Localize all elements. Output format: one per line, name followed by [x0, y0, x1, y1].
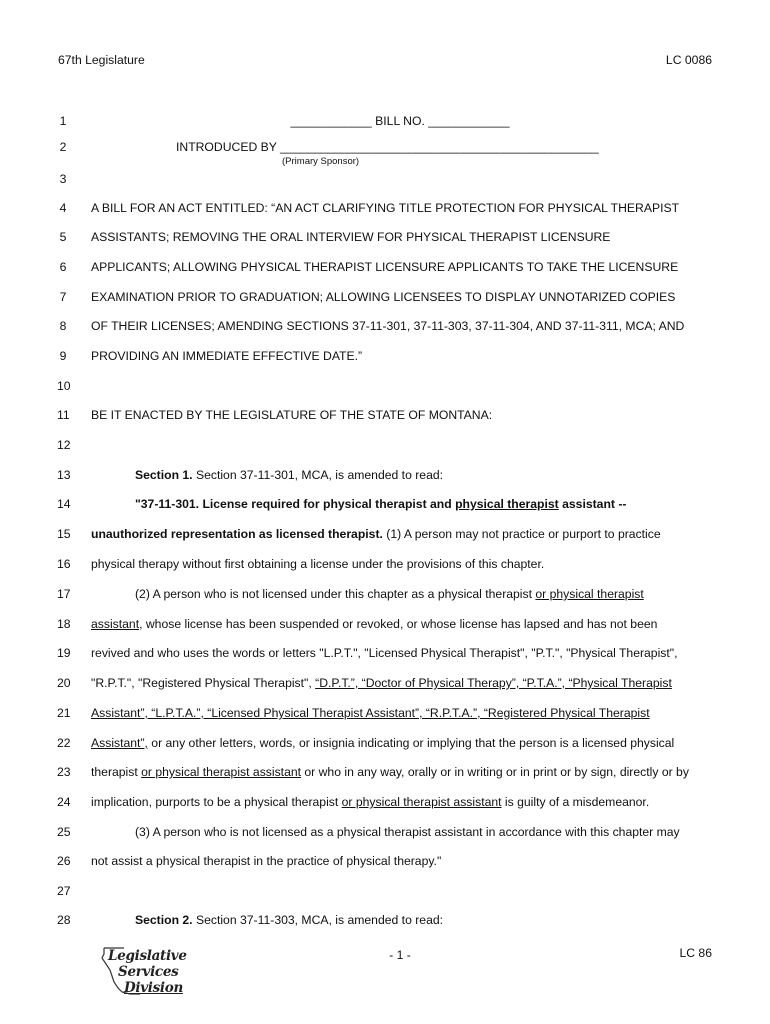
page-number: - 1 - [389, 948, 411, 962]
text-run: "R.P.T.", "Registered Physical Therapist", [91, 676, 316, 690]
line-number: 24 [57, 795, 71, 809]
line-number: 19 [57, 646, 71, 660]
section-heading [135, 468, 443, 482]
inserted-text: assistant [91, 617, 140, 631]
line-number: 4 [59, 201, 67, 215]
statute-line [91, 557, 544, 571]
text-run: , whose license has been suspended or revoked, or whose license has lapsed and has not been [139, 617, 658, 631]
title-line [91, 260, 678, 274]
statute-line [91, 676, 672, 690]
line-number: 3 [59, 172, 67, 186]
primary-sponsor-label [282, 156, 359, 167]
line-number: 17 [57, 587, 71, 601]
text-run: is guilty of a misdemeanor. [501, 795, 650, 809]
inserted-text: or physical therapist [535, 587, 644, 601]
introduced-by-line [176, 140, 599, 154]
statute-line [91, 617, 657, 631]
statute-line [91, 795, 649, 809]
line-number: 6 [59, 260, 67, 274]
line-number: 14 [57, 497, 71, 511]
text-run: physical therapy without first obtaining a license under the provisions of this chapter. [91, 557, 545, 571]
section-heading [135, 913, 443, 927]
line-number: 13 [57, 468, 71, 482]
line-number: 15 [57, 527, 71, 541]
line-number: 11 [57, 408, 70, 422]
line-number: 28 [57, 913, 71, 927]
line-number: 1 [59, 114, 67, 128]
text-run: OF THEIR LICENSES; AMENDING SECTIONS 37-11-301, 37-11-303, 37-11-304, AND 37-11-311, MCA; AND [91, 319, 685, 333]
statute-line [91, 765, 689, 779]
text-run: EXAMINATION PRIOR TO GRADUATION; ALLOWING LICENSEES TO DISPLAY UNNOTARIZED COPIES [91, 290, 676, 304]
text-run: or who in any way, orally or in writing or in print or by sign, directly or by [301, 765, 689, 779]
primary-sponsor-text: (Primary Sponsor) [282, 156, 360, 167]
line-number: 25 [57, 825, 71, 839]
text-run: BE IT ENACTED BY THE LEGISLATURE OF THE STATE OF MONTANA: [91, 408, 493, 422]
inserted-text: Assistant”, [91, 736, 148, 750]
bill-number-text: ____________ BILL NO. ____________ [290, 114, 510, 128]
statute-line [91, 706, 650, 720]
text-run: Section 37-11-303, MCA, is amended to read: [192, 913, 444, 927]
text-run: "37-11-301. License required for physical therapist and [135, 497, 456, 511]
line-number: 23 [57, 765, 71, 779]
text-run: therapist [91, 765, 142, 779]
text-run: implication, purports to be a physical therapist [91, 795, 342, 809]
title-line [91, 230, 610, 244]
line-number: 20 [57, 676, 71, 690]
title-line [91, 319, 684, 333]
statute-line [91, 736, 674, 750]
line-number: 27 [57, 884, 71, 898]
line-number: 10 [57, 379, 71, 393]
title-line [91, 290, 675, 304]
line-number: 18 [57, 617, 71, 631]
line-number: 16 [57, 557, 71, 571]
line-number: 22 [57, 736, 71, 750]
text-run: unauthorized representation as licensed therapist. [91, 527, 383, 541]
line-number: 5 [59, 230, 67, 244]
inserted-text: Assistant”, “L.P.T.A.”, “Licensed Physical Therapist Assistant”, “R.P.T.A.”, “Registered Physical Therapist [91, 706, 650, 720]
text-run: not assist a physical therapist in the practice of physical therapy." [91, 854, 442, 868]
header-legislature: 67th Legislature [58, 53, 145, 67]
bill-number-line [0, 114, 770, 128]
header-lc-number: LC 0086 [665, 53, 712, 67]
title-line [91, 349, 362, 363]
text-run: ASSISTANTS; REMOVING THE ORAL INTERVIEW FOR PHYSICAL THERAPIST LICENSURE [91, 230, 611, 244]
statute-line [91, 527, 661, 541]
text-run: (3) A person who is not licensed as a physical therapist assistant in accordance with this chapter may [135, 825, 680, 839]
line-number: 8 [59, 319, 67, 333]
statute-heading [135, 497, 626, 511]
text-run: A BILL FOR AN ACT ENTITLED: “AN ACT CLARIFYING TITLE PROTECTION FOR PHYSICAL THERAPIST [91, 201, 680, 215]
introduced-by-text: INTRODUCED BY _______________________________________________ [176, 140, 599, 154]
text-run: revived and who uses the words or letters "L.P.T.", "Licensed Physical Therapist", "P.T.", "Physical Therapist", [91, 646, 678, 660]
text-run: (2) A person who is not licensed under this chapter as a physical therapist [135, 587, 536, 601]
section-label: Section 2. [135, 913, 193, 927]
statute-line [91, 646, 677, 660]
text-run: PROVIDING AN IMMEDIATE EFFECTIVE DATE.” [91, 349, 363, 363]
inserted-text: “D.P.T.”, “Doctor of Physical Therapy”, “P.T.A.”, “Physical Therapist [315, 676, 672, 690]
statute-line [135, 825, 680, 839]
inserted-text: or physical therapist assistant [341, 795, 502, 809]
footer-lc-number: LC 86 [679, 946, 712, 960]
text-run: assistant -- [558, 497, 627, 511]
text-run: or any other letters, words, or insignia indicating or implying that the person is a licensed physical [147, 736, 675, 750]
text-run: (1) A person may not practice or purport to practice [382, 527, 661, 541]
logo-text-line: Services [118, 964, 179, 980]
line-number: 2 [59, 140, 67, 154]
statute-line [135, 587, 644, 601]
logo-text-line: Division [124, 980, 183, 996]
line-number: 26 [57, 854, 71, 868]
text-run: Section 37-11-301, MCA, is amended to read: [192, 468, 444, 482]
line-number: 7 [59, 290, 67, 304]
enacting-clause [91, 408, 492, 422]
statute-line [91, 854, 441, 868]
line-number: 12 [57, 438, 71, 452]
section-label: Section 1. [135, 468, 193, 482]
line-number: 21 [57, 706, 71, 720]
title-line [91, 201, 679, 215]
line-number: 9 [59, 349, 67, 363]
logo-text-line: Legislative [108, 948, 187, 964]
inserted-text: or physical therapist assistant [141, 765, 302, 779]
inserted-text: physical therapist [455, 497, 559, 511]
text-run: APPLICANTS; ALLOWING PHYSICAL THERAPIST LICENSURE APPLICANTS TO TAKE THE LICENSURE [91, 260, 679, 274]
